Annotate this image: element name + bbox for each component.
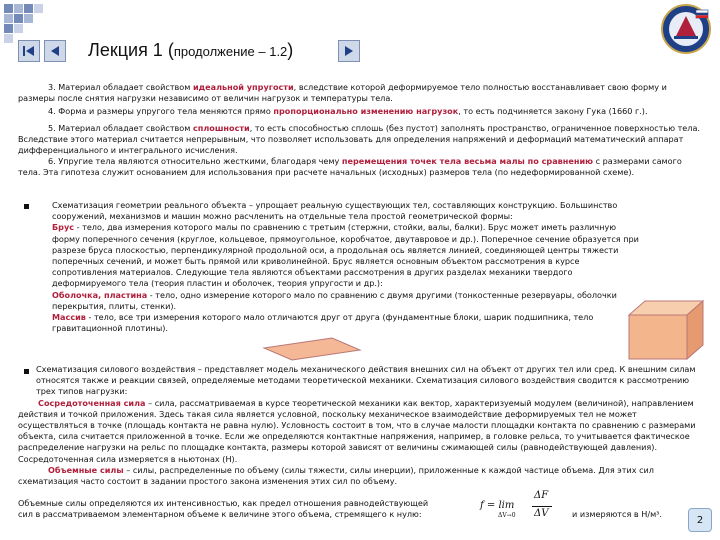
- intensity-formula: [480, 490, 558, 524]
- units-note: и измеряются в Н/м³.: [572, 509, 662, 519]
- first-slide-button[interactable]: [18, 40, 40, 62]
- slide-title: [88, 40, 293, 61]
- university-logo: [660, 2, 712, 56]
- slide-navigation: [18, 40, 66, 62]
- formula-numerator: ΔF: [534, 490, 549, 501]
- formula-lhs: f = lim: [480, 500, 515, 511]
- volume-forces: Объемные силы – силы, распределенные по объему (силы тяжести, силы инерции), приложенные к каждой частице объема. Для этих сил схематизация часто состоит в задании простого закона изменения этих сил по объему.: [18, 464, 654, 487]
- paragraph-3: 3. Материал обладает свойством идеальной упругости, вследствие которой деформируемое тело полностью восстанавливает свою форму и размеры после снятия нагрузки независимо от величин нагрузок и температуры тела.: [18, 82, 667, 104]
- hypotheses-block: [18, 82, 704, 179]
- arrow-right-icon: [343, 45, 355, 57]
- geometry-section: [52, 200, 644, 334]
- mass-definition: Массив - тело, все три измерения которого мало отличаются друг от друга (фундаментные блоки, шарик подшипника, тело гравитационной плотины).: [52, 312, 594, 334]
- previous-slide-button[interactable]: [44, 40, 66, 62]
- massive-block-illustration: [628, 300, 704, 360]
- title-main: Лекция 1 (: [88, 40, 174, 60]
- paragraph-4: 4. Форма и размеры упругого тела меняются прямо пропорционально изменению нагрузок, то есть подчиняется закону Гука (1660 г.).: [48, 106, 648, 117]
- shell-plate-illustration: [262, 336, 362, 362]
- title-close: ): [287, 40, 294, 60]
- geometry-intro: Схематизация геометрии реального объекта – упрощает реальную существующих тел, составляющих конструкцию. Большинство сооружений, механизмов и машин можно расчленить на отдельные тела простой геометрической формы:: [52, 200, 618, 222]
- title-subtitle: продолжение – 1.2: [173, 44, 288, 59]
- fraction-bar: [532, 506, 552, 507]
- paragraph-6: 6. Упругие тела являются относительно жесткими, благодаря чему перемещения точек тела весьма малы по сравнению с размерами самого тела. Эта гипотеза служит основанием для использования при расчете начальных (исходных) размеров тела (по недеформированной схеме).: [18, 156, 682, 178]
- arrow-left-icon: [49, 45, 61, 57]
- concentrated-force: Сосредоточенная сила – сила, рассматриваемая в курсе теоретической механики как вектор, характеризуемый модулем (величиной), направлением действия и точкой приложения. Здесь такая сила является условной, поскольку механическое взаимодействие деформируемых тел не может осуществляться в точке (площадь контакта не равна нулю). Условность состоит в том, что в случае малости площадки контакта по сравнению с размерами объекта, сила считается приложенной в точке. Если же определяются контактные напряжения, например, в головке рельса, то учитывается фактическое распределение нагрузки на рельс по площадке контакта, размеры которой зависят от величины сжимающей силы (равнодействующей давления). Сосредоточенная сила измеряется в ньютонах (Н).: [18, 397, 696, 464]
- intensity-line-1: Объемные силы определяются их интенсивностью, как предел отношения равнодействующей: [18, 498, 429, 508]
- force-section: [18, 364, 708, 487]
- formula-denominator: ΔV: [534, 508, 549, 519]
- intensity-line-2: сил в рассматриваемом элементарном объеме к величине этого объема, стремящего к нулю:: [18, 509, 422, 519]
- shell-definition: Оболочка, пластина - тело, одно измерение которого мало по сравнению с двумя другими (тонкостенные резервуары, оболочки перекрытия, плиты, стенки).: [52, 289, 617, 311]
- paragraph-5: 5. Материал обладает свойством сплошности, то есть способностью сплошь (без пустот) заполнять пространство, ограниченное поверхностью тела. Вследствие этого материал считается непрерывным, что позволяет использовать для определения напряжений и деформаций математический аппарат дифференциального и интегрального исчисления.: [18, 122, 700, 156]
- bullet: [24, 204, 29, 209]
- formula-limit: ΔV→0: [498, 512, 516, 519]
- skip-back-icon: [22, 45, 36, 57]
- next-slide-button[interactable]: [338, 40, 360, 62]
- page-number: 2: [688, 508, 712, 532]
- bar-definition: Брус - тело, два измерения которого малы по сравнению с третьим (стержни, стойки, валы, балки). Брус может иметь различную форму поперечного сечения (круглое, кольцевое, прямоугольное, коробчатое, двутавровое и др.). Поперечное сечение образуется при разрезе бруса плоскостью, перпендикулярной продольной оси, а продольная ось является линией, соединяющей центры тяжести поперечных сечений, и может быть прямой или криволинейной. Брус является основным объектом рассмотрения в курсе сопротивления материалов. Следующие тела являются объектами рассмотрения в других разделах механики твердого деформируемого тела (теория пластин и оболочек, теория упругости и др.):: [52, 222, 639, 289]
- force-intro: Схематизация силового воздействия – представляет модель механического действия внешних сил на объект от других тел или сред. К внешним силам относятся также и реакции связей, определяемые методами теоретической механики. Схематизация силового воздействия сводится к рассмотрению трех типов нагрузки:: [36, 364, 696, 397]
